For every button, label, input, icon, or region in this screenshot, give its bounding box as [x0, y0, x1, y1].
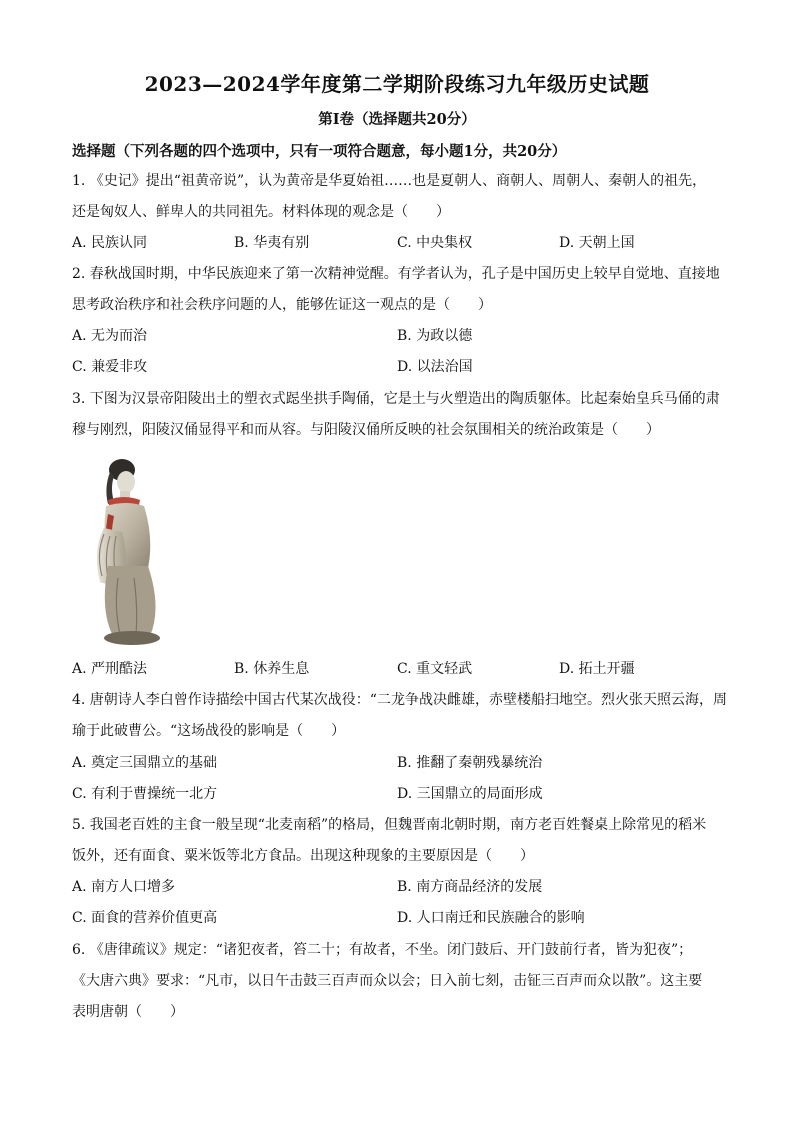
question-4-option-d: D. 三国鼎立的局面形成: [397, 786, 543, 802]
question-2-line-1: 2. 春秋战国时期，中华民族迎来了第一次精神觉醒。有学者认为，孔子是中国历史上较早自觉地、直接地: [72, 266, 720, 282]
question-3-line-2: 穆与刚烈，阳陵汉俑显得平和而从容。与阳陵汉俑所反映的社会氛围相关的统治政策是（ ）: [72, 422, 660, 438]
question-2-option-d: D. 以法治国: [397, 359, 473, 375]
question-1-option-a: A. 民族认同: [72, 235, 148, 251]
question-2-option-a: A. 无为而治: [72, 328, 148, 344]
question-5-option-b: B. 南方商品经济的发展: [397, 879, 543, 895]
page-title: 2023—2024学年度第二学期阶段练习九年级历史试题: [144, 72, 650, 96]
section-instructions: 选择题（下列各题的四个选项中，只有一项符合题意，每小题1分，共20分）: [72, 143, 567, 160]
question-4-option-c: C. 有利于曹操统一北方: [72, 786, 218, 802]
question-1-option-c: C. 中央集权: [397, 235, 473, 251]
question-5-line-2: 饭外，还有面食、粟米饭等北方食品。出现这种现象的主要原因是（ ）: [72, 848, 534, 864]
question-1-option-d: D. 天朝上国: [559, 235, 635, 251]
question-6-line-2: 《大唐六典》要求：“凡市，以日午击鼓三百声而众以会；日入前七刻，击钲三百声而众以散”。这主要: [72, 973, 703, 989]
question-1-line-2: 还是匈奴人、鲜卑人的共同祖先。材料体现的观念是（ ）: [72, 204, 450, 220]
question-5-line-1: 5. 我国老百姓的主食一般呈现“北麦南稻”的格局，但魏晋南北朝时期，南方老百姓餐桌上除常见的稻米: [72, 817, 707, 833]
question-3-option-d: D. 拓土开疆: [559, 661, 635, 677]
question-3-option-c: C. 重文轻武: [397, 661, 473, 677]
question-6-line-1: 6. 《唐律疏议》规定：“诸犯夜者，笞二十；有故者，不坐。闭门鼓后、开门鼓前行者，皆为犯夜”；: [72, 942, 693, 958]
question-5-option-d: D. 人口南迁和民族融合的影响: [397, 910, 585, 926]
part-heading: 第Ⅰ卷（选择题共20分）: [318, 111, 476, 128]
question-4-line-1: 4. 唐朝诗人李白曾作诗描绘中国古代某次战役：“二龙争战决雌雄，赤壁楼船扫地空。烈火张天照云海，周: [72, 692, 727, 708]
question-2-option-c: C. 兼爱非攻: [72, 359, 148, 375]
question-6-line-3: 表明唐朝（ ）: [72, 1004, 184, 1020]
question-5-option-a: A. 南方人口增多: [72, 879, 176, 895]
pottery-figurine-image: [78, 458, 174, 650]
question-4-option-a: A. 奠定三国鼎立的基础: [72, 755, 218, 771]
question-2-option-b: B. 为政以德: [397, 328, 473, 344]
question-2-line-2: 思考政治秩序和社会秩序问题的人，能够佐证这一观点的是（ ）: [72, 297, 492, 313]
question-4-line-2: 瑜于此破曹公。“这场战役的影响是（ ）: [72, 723, 346, 739]
question-1-option-b: B. 华夷有别: [234, 235, 310, 251]
question-3-option-a: A. 严刑酷法: [72, 661, 148, 677]
question-3-line-1: 3. 下图为汉景帝阳陵出土的塑衣式跽坐拱手陶俑，它是土与火塑造出的陶质躯体。比起秦始皇兵马俑的肃: [72, 391, 720, 407]
question-5-option-c: C. 面食的营养价值更高: [72, 910, 218, 926]
question-4-option-b: B. 推翻了秦朝残暴统治: [397, 755, 543, 771]
question-1-line-1: 1. 《史记》提出“祖黄帝说”，认为黄帝是华夏始祖……也是夏朝人、商朝人、周朝人、秦朝人的祖先，: [72, 173, 707, 189]
question-3-option-b: B. 休养生息: [234, 661, 310, 677]
